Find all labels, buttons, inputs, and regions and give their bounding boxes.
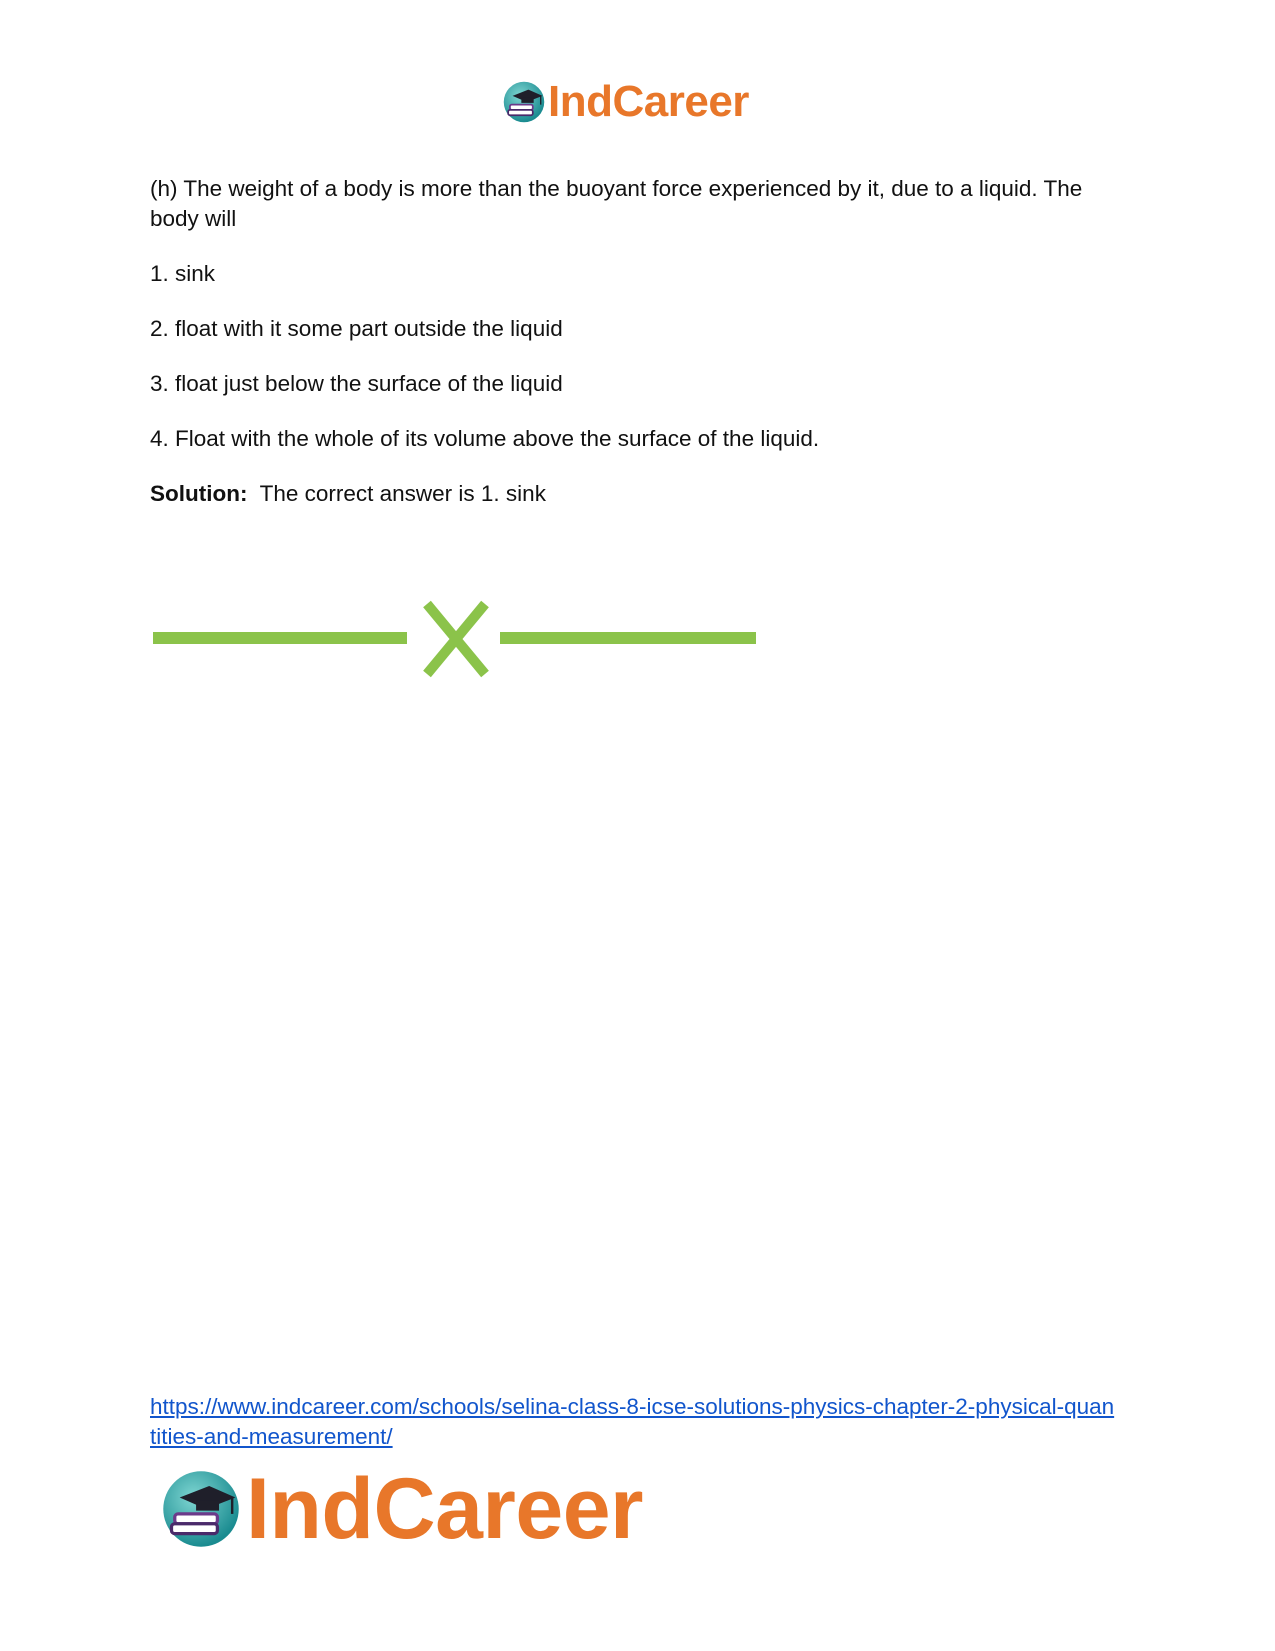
footer-logo <box>160 1461 643 1557</box>
question-text: (h) The weight of a body is more than the buoyant force experienced by it, due to a liquid. The body will <box>150 176 1083 231</box>
graduation-book-icon <box>502 80 546 124</box>
graduation-book-icon <box>160 1468 242 1550</box>
solution <box>150 479 1130 509</box>
question-block <box>150 174 1130 509</box>
source-link[interactable]: https://www.indcareer.com/schools/selina-class-8-icse-solutions-physics-chapter-2-physical-quantities-and-measurement/ <box>150 1394 1115 1449</box>
logo-text: IndCareer <box>246 1461 643 1557</box>
header-logo <box>502 77 749 126</box>
option-3: 3. float just below the surface of the liquid <box>150 371 563 396</box>
separator-cross-icon <box>427 604 485 674</box>
option-1: 1. sink <box>150 261 216 286</box>
option-4: 4. Float with the whole of its volume above the surface of the liquid. <box>150 426 820 451</box>
logo-text: IndCareer <box>548 77 749 126</box>
option-2: 2. float with it some part outside the liquid <box>150 316 563 341</box>
solution-text: The correct answer is 1. sink <box>259 481 546 506</box>
section-separator <box>150 590 760 680</box>
solution-label: Solution: <box>150 481 248 506</box>
